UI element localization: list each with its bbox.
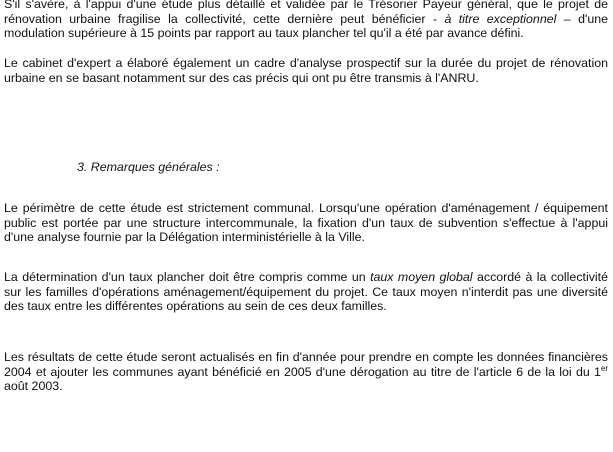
paragraph-perimetre: Le périmètre de cette étude est strictement communal. Lorsqu'une opération d'aménagement / équipement public est portée par une structure intercommunale, la fixation d'un taux de subvention s'effectue à l'appui d'une analyse fournie par la Délégation interministérielle à la Ville. bbox=[4, 201, 608, 245]
paragraph-cabinet-expert: Le cabinet d'expert a élaboré également un cadre d'analyse prospectif sur la durée du projet de rénovation urbaine en se basant notamment sur des cas précis qui ont pu être transmis à l'ANRU. bbox=[4, 56, 608, 85]
paragraph-taux-plancher bbox=[4, 270, 608, 314]
section-heading: 3. Remarques générales : bbox=[77, 160, 220, 174]
ordinal-superscript: er bbox=[600, 363, 608, 373]
paragraph-taux-plancher-text-1: La détermination d'un taux plancher doit être compris comme un bbox=[4, 270, 371, 284]
paragraph-resultats-text-2: août 2003. bbox=[4, 379, 63, 394]
paragraph-modulation-emphasis: à titre exceptionnel bbox=[444, 11, 557, 26]
paragraph-taux-plancher-emphasis: taux moyen global bbox=[370, 270, 473, 284]
paragraph-modulation-text-2: – d'une modulation supérieure à 15 points par rapport au taux plancher tel qu'il a été par avance défini. bbox=[4, 11, 608, 41]
paragraph-resultats-text-1: Les résultats de cette étude seront actualisés en fin d'année pour prendre en compte les données financières 2004 et ajouter les communes ayant bénéficié en 2005 d'une dérogation au titre de l'article 6 de la loi du 1 bbox=[4, 350, 608, 379]
paragraph-taux-plancher-text-2: accordé à la collectivité sur les familles d'opérations aménagement/équipement du projet. Ce taux moyen n'interdit pas une diversité des taux entre les différentes opérations au sein de ces deux familles. bbox=[4, 270, 608, 314]
paragraph-resultats bbox=[4, 350, 608, 394]
paragraph-modulation-text-1: S'il s'avère, à l'appui d'une étude plus détaillé et validée par le Trésorier Payeur général, que le projet de rénovation urbaine fragilise la collectivité, cette dernière peut bénéficier - bbox=[4, 0, 608, 26]
paragraph-modulation bbox=[4, 0, 608, 41]
